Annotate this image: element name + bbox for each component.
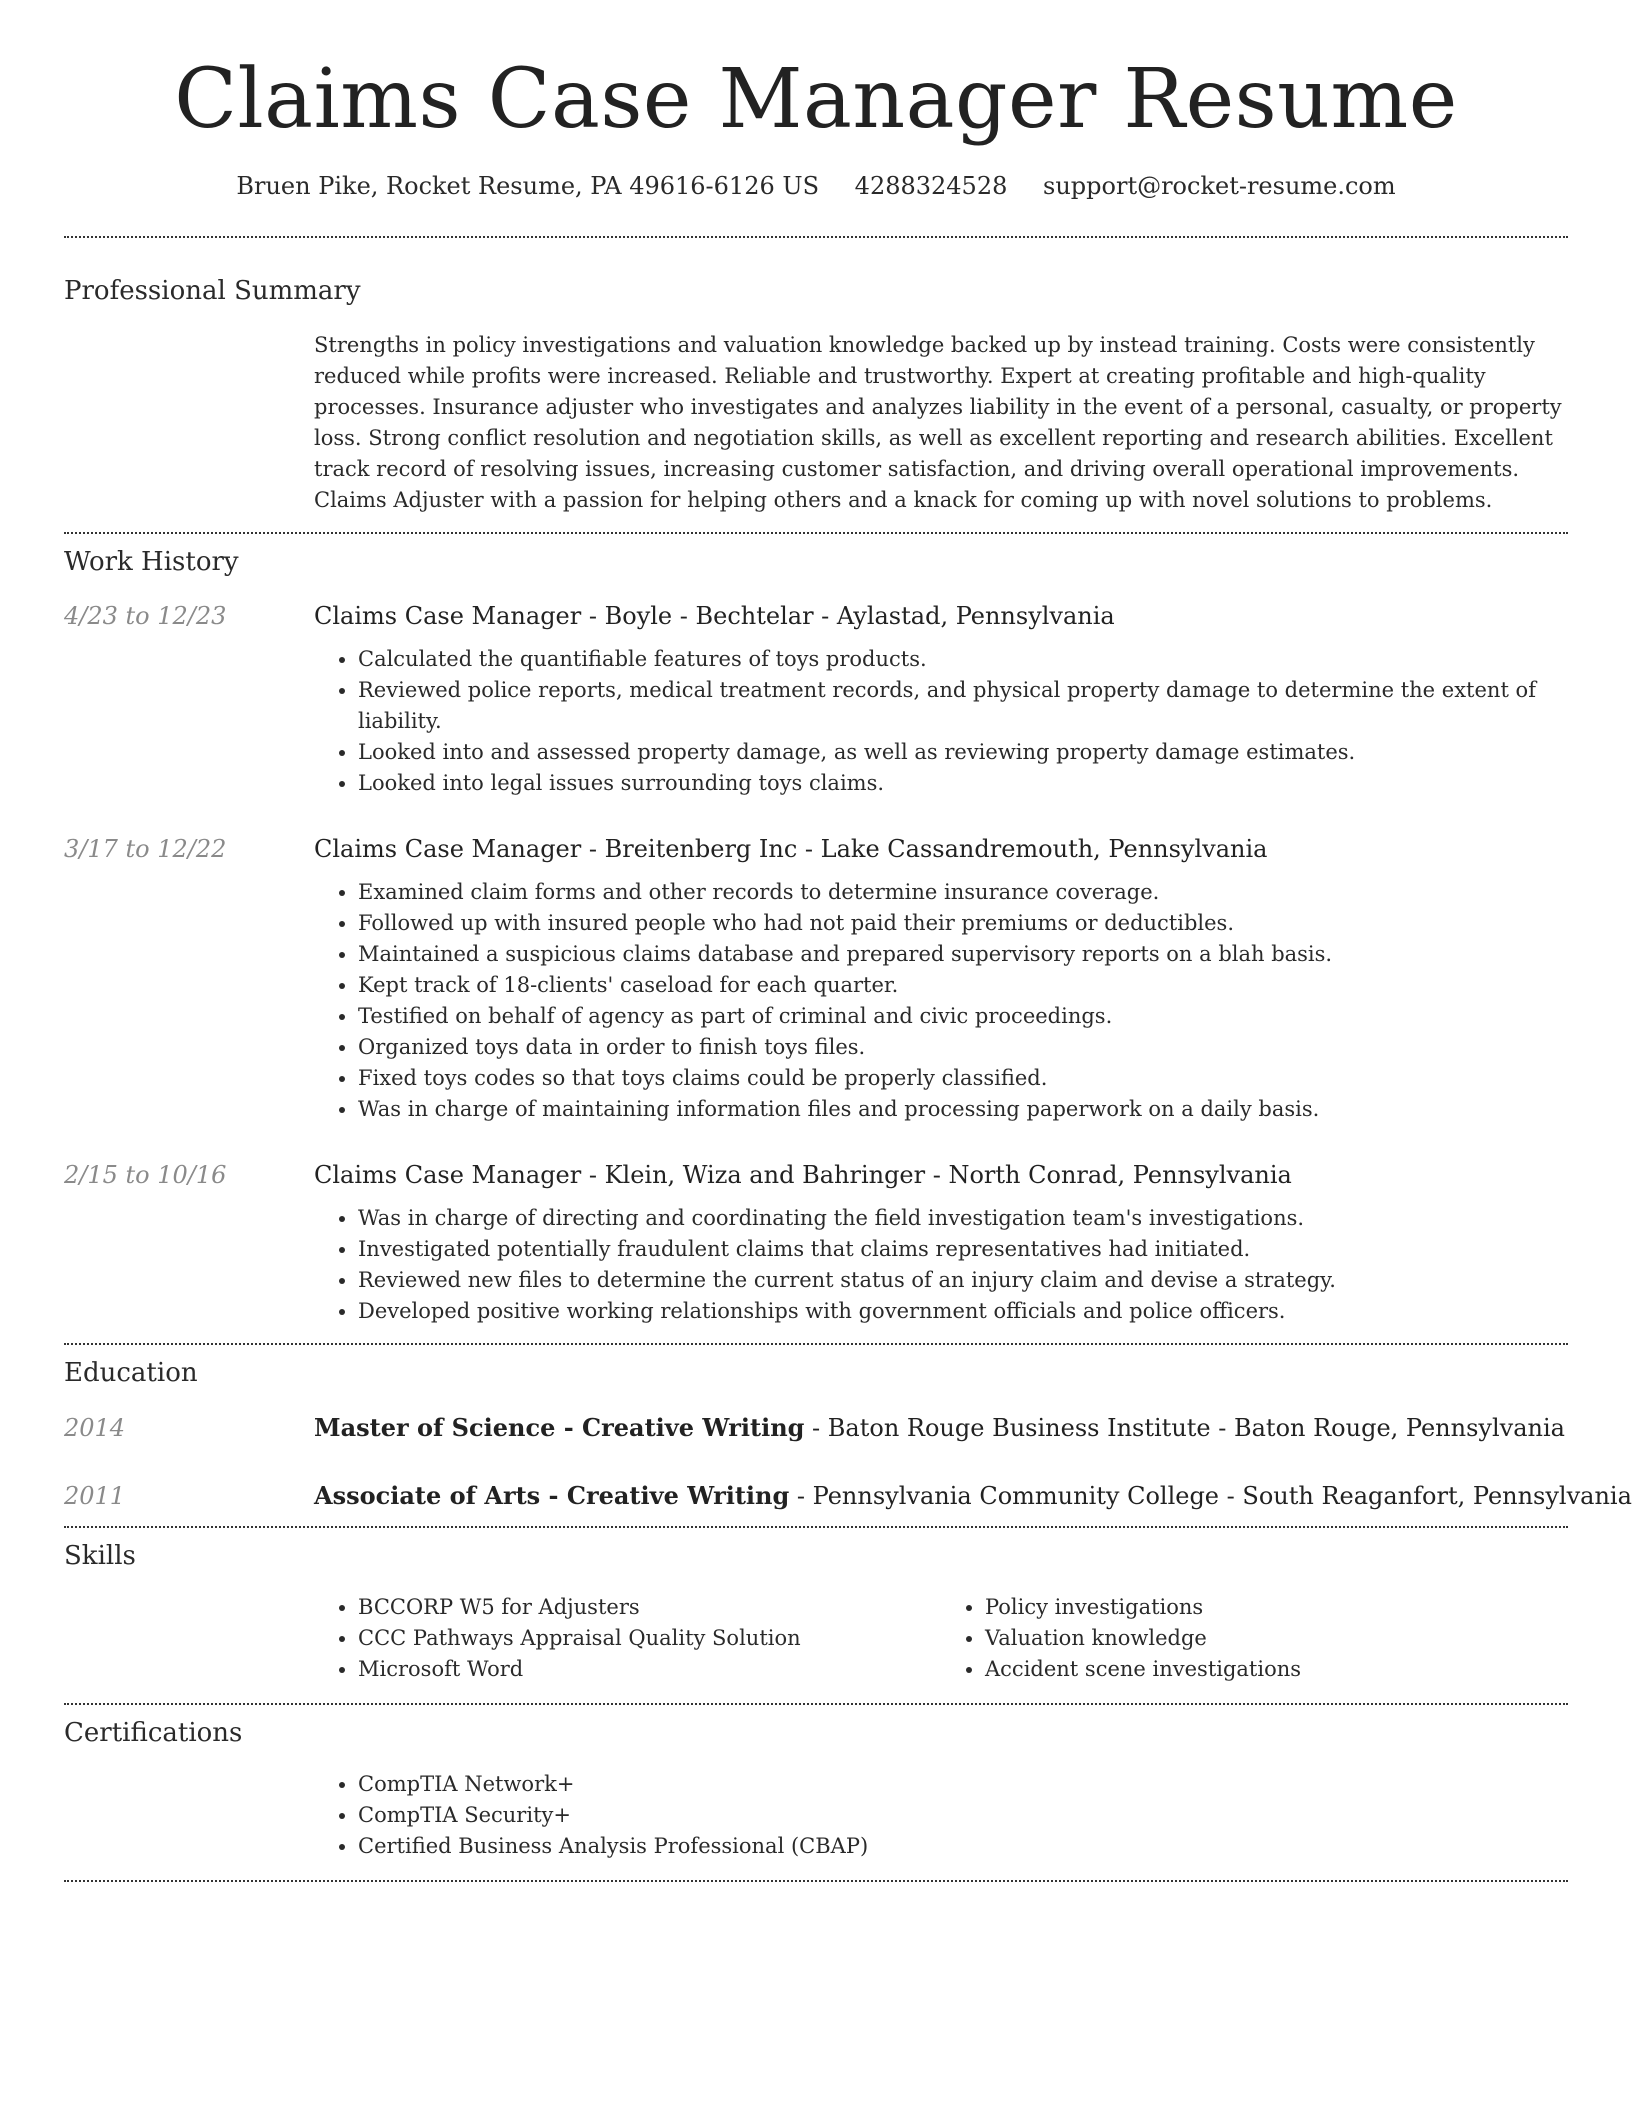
list-item: • Calculated the quantifiable features of toys products. — [358, 644, 1568, 675]
list-item: • Was in charge of maintaining information files and processing paperwork on a daily basis. — [358, 1094, 1568, 1125]
list-item: • Was in charge of directing and coordinating the field investigation team's investigations. — [358, 1203, 1568, 1234]
education-school: - Pennsylvania Community College - South Reaganfort, Pennsylvania — [789, 1482, 1632, 1510]
job-dates: 4/23 to 12/23 — [64, 602, 227, 630]
education-entry — [64, 1412, 1568, 1444]
job-heading: Claims Case Manager - Boyle - Bechtelar - Aylastad, Pennsylvania — [314, 602, 1115, 630]
list-item: • Examined claim forms and other records to determine insurance coverage. — [358, 877, 1568, 908]
list-item: • Investigated potentially fraudulent claims that claims representatives had initiated. — [358, 1234, 1568, 1265]
list-item: • CCC Pathways Appraisal Quality Solution — [358, 1623, 941, 1654]
job-entry — [64, 833, 1568, 1125]
job-bullets — [314, 1203, 1568, 1327]
list-item: • Looked into and assessed property damage, as well as reviewing property damage estimates. — [358, 737, 1568, 768]
job-heading: Claims Case Manager - Breitenberg Inc - Lake Cassandremouth, Pennsylvania — [314, 835, 1268, 863]
list-item: • Microsoft Word — [358, 1654, 941, 1685]
contact-phone: 4288324528 — [854, 172, 1008, 200]
summary-text: Strengths in policy investigations and valuation knowledge backed up by instead training. Costs were consistently reduced while profits were increased. Reliable and trustworthy. Expert at creating profitable and high-quality processes. Insurance adjuster who investigates and analyzes liability in the event of a personal, casualty, or property loss. Strong conflict resolution and negotiation skills, as well as excellent reporting and research abilities. Excellent track record of resolving issues, increasing customer satisfaction, and driving overall operational improvements. Claims Adjuster with a passion for helping others and a knack for coming up with novel solutions to problems. — [314, 333, 1562, 512]
list-item: • CompTIA Security+ — [358, 1800, 1568, 1831]
list-item: • BCCORP W5 for Adjusters — [358, 1592, 941, 1623]
list-item: • Certified Business Analysis Professional (CBAP) — [358, 1831, 1568, 1862]
summary-title: Professional Summary — [64, 276, 361, 306]
job-heading: Claims Case Manager - Klein, Wiza and Bahringer - North Conrad, Pennsylvania — [314, 1161, 1292, 1189]
education-entry — [64, 1480, 1632, 1512]
education-degree: Master of Science - Creative Writing — [314, 1413, 805, 1442]
list-item: • Accident scene investigations — [985, 1654, 1568, 1685]
list-item: • Kept track of 18-clients' caseload for each quarter. — [358, 970, 1568, 1001]
job-bullets — [314, 644, 1568, 799]
contact-address: Bruen Pike, Rocket Resume, PA 49616-6126 US — [236, 172, 820, 200]
divider — [64, 1880, 1568, 1882]
job-entry — [64, 600, 1568, 799]
certifications-list — [314, 1769, 1568, 1862]
list-item: • Reviewed new files to determine the current status of an injury claim and devise a strategy. — [358, 1265, 1568, 1296]
certifications-section — [64, 1705, 1568, 1862]
education-school: - Baton Rouge Business Institute - Baton Rouge, Pennsylvania — [804, 1414, 1565, 1442]
education-title: Education — [64, 1358, 198, 1388]
education-year: 2014 — [64, 1414, 126, 1442]
contact-line — [64, 170, 1568, 202]
resume-title: Claims Case Manager Resume — [174, 52, 1458, 147]
education-year: 2011 — [64, 1482, 126, 1510]
job-dates: 2/15 to 10/16 — [64, 1161, 227, 1189]
resume-header — [64, 0, 1568, 202]
education-degree: Associate of Arts - Creative Writing — [314, 1481, 790, 1510]
list-item: • Maintained a suspicious claims database and prepared supervisory reports on a blah basis. — [358, 939, 1568, 970]
certifications-title: Certifications — [64, 1718, 243, 1748]
job-bullets — [314, 877, 1568, 1125]
skills-list-right — [941, 1592, 1568, 1685]
list-item: • Fixed toys codes so that toys claims could be properly classified. — [358, 1063, 1568, 1094]
summary-section — [64, 238, 1568, 516]
job-entry — [64, 1159, 1568, 1327]
list-item: • Looked into legal issues surrounding toys claims. — [358, 768, 1568, 799]
skills-title: Skills — [64, 1541, 136, 1571]
work-section — [64, 534, 1568, 1327]
skills-section — [64, 1528, 1568, 1685]
education-section — [64, 1345, 1632, 1512]
list-item: • Valuation knowledge — [985, 1623, 1568, 1654]
contact-email: support@rocket-resume.com — [1043, 172, 1396, 200]
list-item: • CompTIA Network+ — [358, 1769, 1568, 1800]
job-dates: 3/17 to 12/22 — [64, 835, 227, 863]
list-item: • Developed positive working relationships with government officials and police officers. — [358, 1296, 1568, 1327]
work-title: Work History — [64, 547, 239, 577]
list-item: • Organized toys data in order to finish toys files. — [358, 1032, 1568, 1063]
list-item: • Testified on behalf of agency as part of criminal and civic proceedings. — [358, 1001, 1568, 1032]
list-item: • Reviewed police reports, medical treatment records, and physical property damage to determine the extent of liability. — [358, 675, 1568, 737]
list-item: • Followed up with insured people who had not paid their premiums or deductibles. — [358, 908, 1568, 939]
skills-list-left — [314, 1592, 941, 1685]
list-item: • Policy investigations — [985, 1592, 1568, 1623]
